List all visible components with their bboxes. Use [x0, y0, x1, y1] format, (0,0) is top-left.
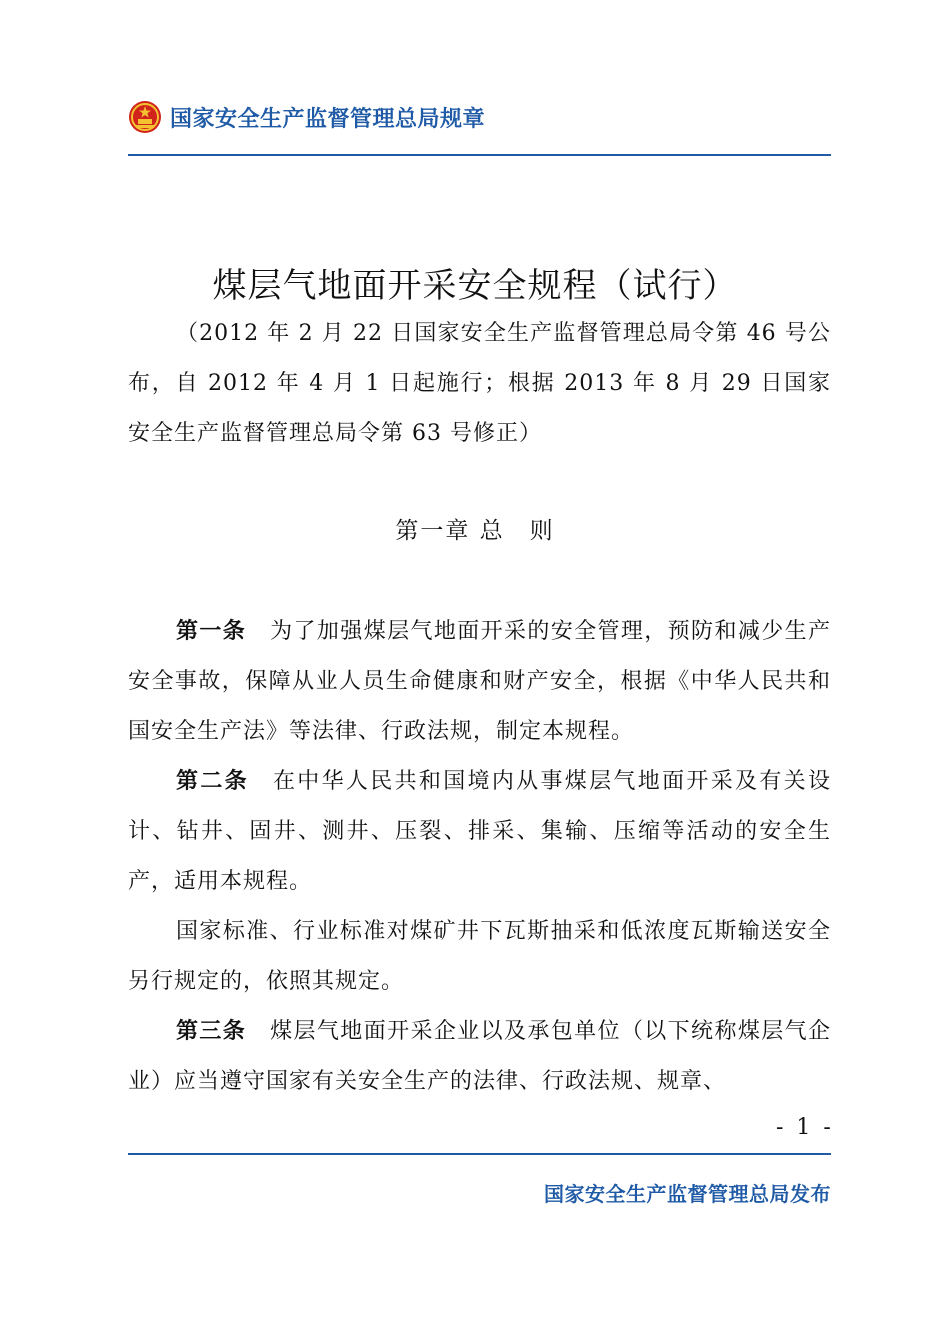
- article-text: 为了加强煤层气地面开采的安全管理，预防和减少生产安全事故，保障从业人员生命健康和财产安全，根据《中华人民共和国安全生产法》等法律、行政法规，制定本规程。: [128, 619, 831, 744]
- article-text: 煤层气地面开采企业以及承包单位（以下统称煤层气企业）应当遵守国家有关安全生产的法律、行政法规、规章、: [128, 1019, 831, 1094]
- document-title: 煤层气地面开采安全规程（试行）: [212, 266, 738, 306]
- article-2-continuation: 国家标准、行业标准对煤矿井下瓦斯抽采和低浓度瓦斯输送安全另行规定的，依照其规定。: [128, 919, 831, 994]
- footer-divider: [128, 1153, 831, 1155]
- header-divider: [128, 154, 831, 156]
- national-emblem-icon: [128, 100, 162, 134]
- article-3: [128, 1007, 831, 1107]
- page-number: - 1 -: [776, 1115, 834, 1140]
- article-1: [128, 607, 831, 757]
- chapter-heading: 第一章 总 则: [395, 518, 555, 544]
- article-label: 第三条: [176, 1019, 247, 1044]
- document-subtitle: （2012 年 2 月 22 日国家安全生产监督管理总局令第 46 号公布，自 2012 年 4 月 1 日起施行；根据 2013 年 8 月 29 日国家安全生产监督管理总局令第 63 号修正）: [128, 321, 831, 446]
- page-header: [128, 100, 485, 134]
- footer-publisher: 国家安全生产监督管理总局发布: [544, 1182, 831, 1206]
- header-title: 国家安全生产监督管理总局规章: [170, 106, 486, 132]
- article-label: 第二条: [176, 769, 249, 794]
- article-2: [128, 757, 831, 907]
- article-label: 第一条: [176, 619, 247, 644]
- article-text: 在中华人民共和国境内从事煤层气地面开采及有关设计、钻井、固井、测井、压裂、排采、集输、压缩等活动的安全生产，适用本规程。: [128, 769, 831, 894]
